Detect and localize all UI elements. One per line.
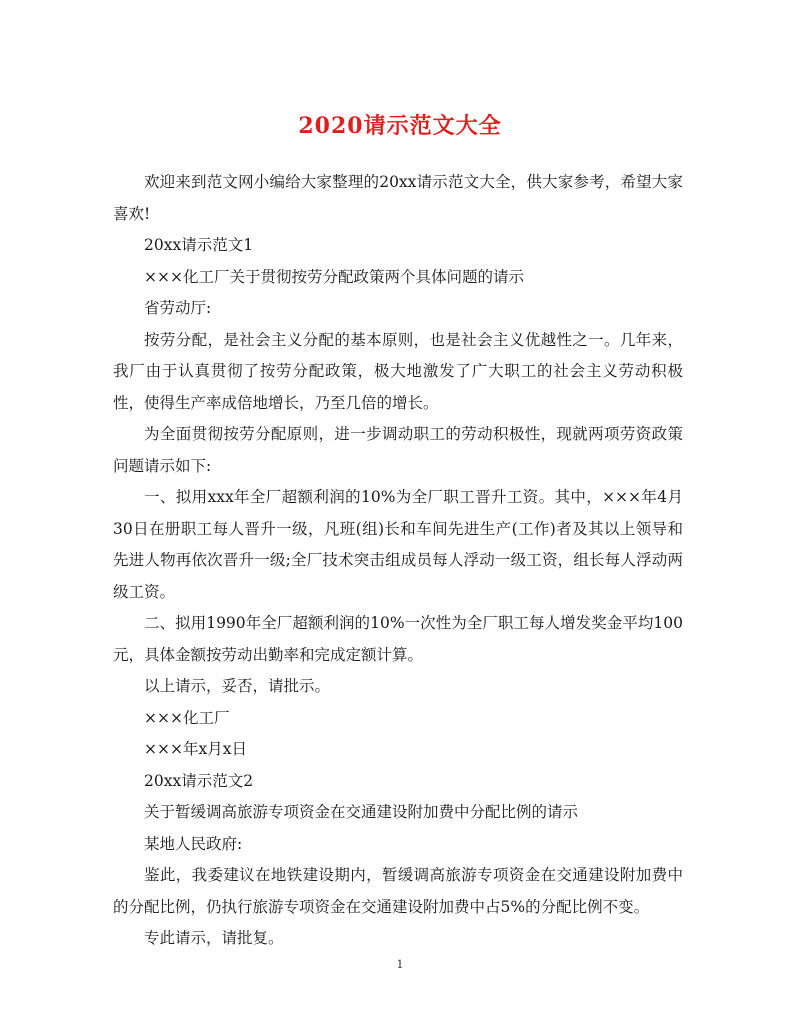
paragraph-recipient-1: 省劳动厅: (144, 299, 212, 317)
document-title: 2020请示范文大全 (298, 113, 502, 139)
paragraph-closing-1: 以上请示，妥否，请批示。 (144, 677, 331, 695)
paragraph-body-1: 按劳分配，是社会主义分配的基本原则，也是社会主义优越性之一。几年来，我厂由于认真贯彻了按劳分配政策，极大地激发了广大职工的社会主义劳动积极性，使得生产率成倍地增长，乃至几倍的增长。 (113, 330, 683, 412)
paragraph-body-2: 为全面贯彻按劳分配原则，进一步调动职工的劳动积极性，现就两项劳资政策问题请示如下: (113, 425, 683, 475)
paragraph-item-2: 二、拟用1990年全厂超额利润的10%一次性为全厂职工每人增发奖金平均100元，具体金额按劳动出勤率和完成定额计算。 (113, 614, 683, 664)
paragraph-closing-2: 专此请示，请批复。 (144, 929, 284, 947)
document-body (113, 167, 683, 955)
page-number: 1 (396, 958, 404, 971)
paragraph-date-1: ×××年x月x日 (144, 740, 247, 758)
paragraph-request-title-1: ×××化工厂关于贯彻按劳分配政策两个具体问题的请示 (144, 267, 524, 286)
paragraph-signature-1: ×××化工厂 (144, 708, 230, 727)
paragraph-intro: 欢迎来到范文网小编给大家整理的20xx请示范文大全，供大家参考，希望大家喜欢! (113, 173, 683, 223)
paragraph-recipient-2: 某地人民政府: (144, 834, 243, 853)
paragraph-heading-sample-1: 20xx请示范文1 (144, 236, 254, 254)
paragraph-heading-sample-2: 20xx请示范文2 (144, 771, 254, 790)
paragraph-request-title-2: 关于暂缓调高旅游专项资金在交通建设附加费中分配比例的请示 (144, 803, 579, 821)
paragraph-body-3: 鉴此，我委建议在地铁建设期内，暂缓调高旅游专项资金在交通建设附加费中的分配比例，仍执行旅游专项资金在交通建设附加费中占5%的分配比例不变。 (113, 866, 683, 916)
paragraph-item-1: 一、拟用xxx年全厂超额利润的10%为全厂职工晋升工资。其中，×××年4月30日在册职工每人晋升一级，凡班(组)长和车间先进生产(工作)者及其以上领导和先进人物再依次晋升一级;全厂技术突击组成员每人浮动一级工资，组长每人浮动两级工资。 (113, 488, 683, 601)
